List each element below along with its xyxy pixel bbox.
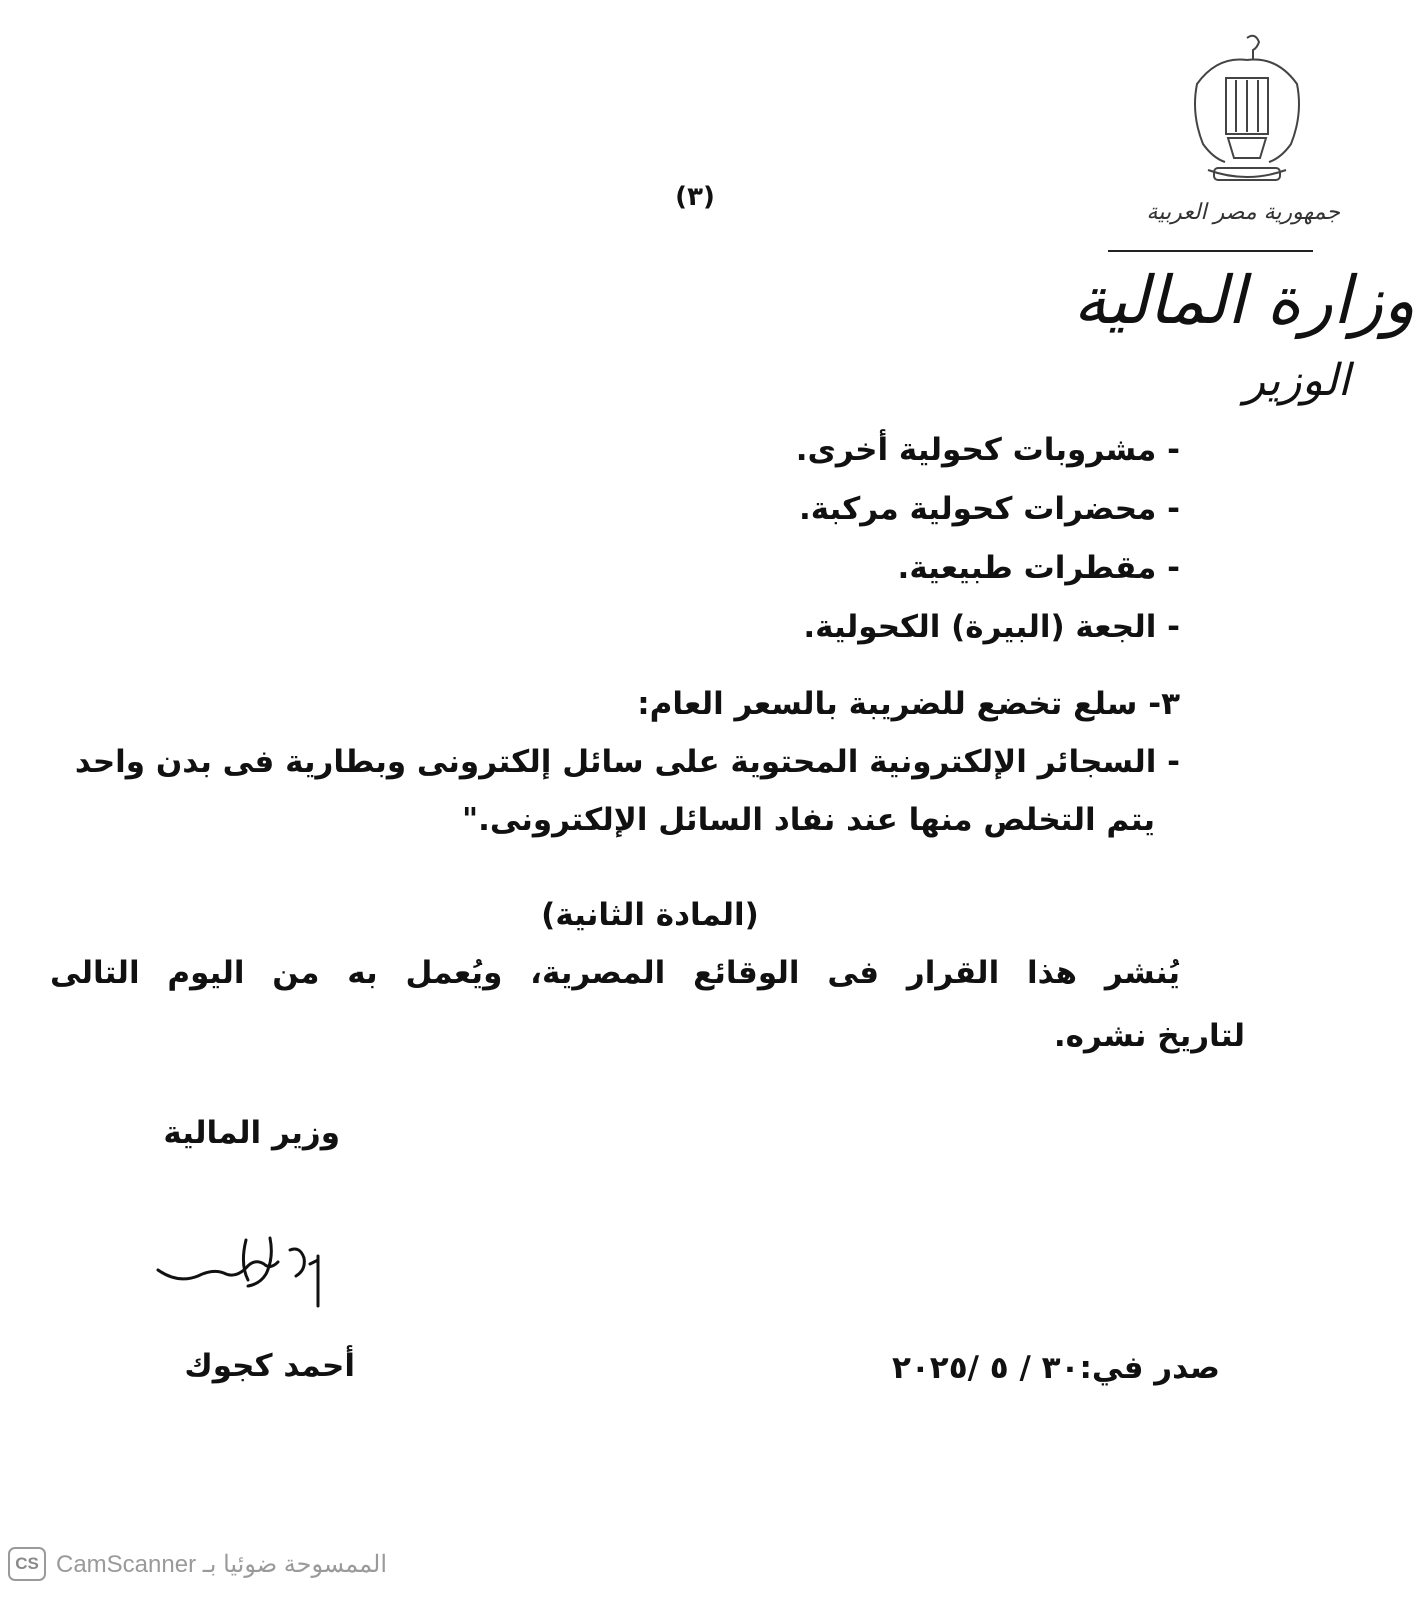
issue-date: صدر في:٣٠ / ٥ /٢٠٢٥ xyxy=(891,1350,1220,1386)
republic-header: جمهورية مصر العربية xyxy=(1146,200,1340,225)
article-heading: (المادة الثانية) xyxy=(541,897,759,933)
minister-title: الوزير xyxy=(1243,355,1350,406)
watermark-text: CamScanner الممسوحة ضوئيا بـ xyxy=(56,1550,388,1578)
paragraph-line: لتاريخ نشره. xyxy=(1053,1018,1245,1054)
ministry-name: وزارة المالية xyxy=(1073,262,1415,339)
section-heading: ٣- سلع تخضع للضريبة بالسعر العام: xyxy=(637,686,1180,722)
list-item: - مقطرات طبيعية. xyxy=(897,550,1180,586)
list-item: - مشروبات كحولية أخرى. xyxy=(795,432,1180,468)
eagle-emblem-icon xyxy=(1188,30,1306,198)
list-item: - السجائر الإلكترونية المحتوية على سائل إلكترونى وبطارية فى بدن واحد xyxy=(74,744,1180,780)
paragraph-line: يُنشر هذا القرار فى الوقائع المصرية، ويُعمل به من اليوم التالى xyxy=(50,955,1180,991)
page-number: (٣) xyxy=(675,182,715,212)
handwritten-signature-icon xyxy=(150,1220,340,1315)
minister-caption: وزير المالية xyxy=(163,1115,340,1151)
list-item-continuation: يتم التخلص منها عند نفاد السائل الإلكترونى." xyxy=(461,802,1155,838)
list-item: - محضرات كحولية مركبة. xyxy=(798,491,1180,527)
camscanner-logo-icon: CS xyxy=(8,1547,46,1581)
signer-name: أحمد كجوك xyxy=(184,1348,355,1384)
list-item: - الجعة (البيرة) الكحولية. xyxy=(803,609,1180,645)
header-divider xyxy=(1108,250,1313,252)
scanner-watermark xyxy=(8,1544,387,1584)
